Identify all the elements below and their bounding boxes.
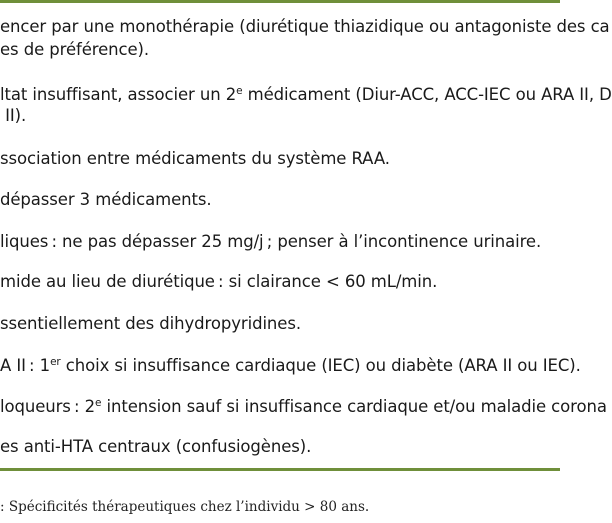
line-text: ltat insuffisant, associer un 2 (0, 85, 237, 104)
text-line (0, 85, 612, 105)
table-caption: : Spécificités thérapeutiques chez l’individu > 80 ans. (0, 499, 370, 515)
line-text: choix si insuffisance cardiaque (IEC) ou diabète (ARA II ou IEC). (60, 356, 581, 375)
bottom-rule (0, 468, 560, 471)
text-line (0, 149, 390, 169)
line-text: intension sauf si insuffisance cardiaque et/ou maladie corona (101, 397, 607, 416)
line-text: dépasser 3 médicaments. (0, 190, 212, 209)
line-text: encer par une monothérapie (diurétique thiazidique ou antagoniste des ca (0, 17, 610, 36)
line-text: A II : 1 (0, 356, 51, 375)
line-text: es anti-HTA centraux (confusiogènes). (0, 437, 312, 456)
top-rule (0, 0, 560, 3)
text-line (0, 40, 149, 60)
text-line (0, 17, 610, 37)
superscript: er (50, 356, 61, 369)
text-line (0, 356, 581, 376)
text-line (0, 437, 311, 457)
text-line (0, 397, 607, 417)
line-text: loqueurs : 2 (0, 397, 95, 416)
superscript: e (95, 397, 102, 410)
text-line (0, 190, 211, 210)
superscript: e (236, 85, 243, 98)
text-line (0, 272, 437, 292)
text-line (0, 232, 541, 252)
line-text: ssociation entre médicaments du système RAA. (0, 149, 390, 168)
line-text: liques : ne pas dépasser 25 mg/j ; penser à l’incontinence urinaire. (0, 232, 542, 251)
text-line (0, 106, 26, 126)
line-text: mide au lieu de diurétique : si clairance < 60 mL/min. (0, 272, 438, 291)
line-text: es de préférence). (0, 40, 150, 59)
text-line (0, 314, 301, 334)
line-text: médicament (Diur-ACC, ACC-IEC ou ARA II, D (242, 85, 612, 104)
line-text: II). (0, 106, 27, 125)
line-text: ssentiellement des dihydropyridines. (0, 314, 301, 333)
